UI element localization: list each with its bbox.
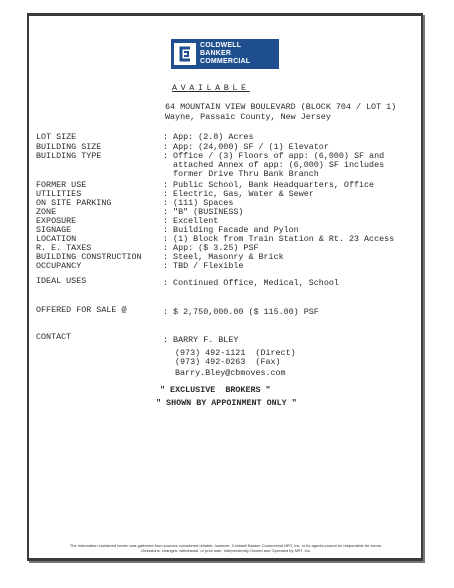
- parking-label: ON SITE PARKING: [36, 198, 112, 208]
- zone-value: : "B" (BUSINESS): [163, 207, 244, 217]
- logo-line-1: COLDWELL: [200, 42, 242, 49]
- contact-phone-fax: (973) 492-0263 (Fax): [175, 357, 281, 367]
- ideal-uses-label: IDEAL USES: [36, 276, 87, 286]
- address-line-1: 64 MOUNTAIN VIEW BOULEVARD (BLOCK 704 / LOT 1): [165, 102, 397, 112]
- offered-label: OFFERED FOR SALE @: [36, 305, 127, 315]
- exposure-value: : Excellent: [163, 216, 219, 226]
- utilities-label: UTILITIES: [36, 189, 82, 199]
- cb-logo-icon: [174, 43, 196, 65]
- taxes-label: R. E. TAXES: [36, 243, 92, 253]
- exposure-label: EXPOSURE: [36, 216, 77, 226]
- signage-label: SIGNAGE: [36, 225, 72, 235]
- zone-label: ZONE: [36, 207, 57, 217]
- logo-text: [200, 42, 250, 66]
- logo-line-2: BANKER: [200, 50, 232, 57]
- construction-value: : Steel, Masonry & Brick: [163, 252, 284, 262]
- exclusive-brokers: " EXCLUSIVE BROKERS ": [160, 385, 271, 395]
- contact-email[interactable]: Barry.Bley@cbmoves.com: [175, 368, 286, 378]
- former-use-label: FORMER USE: [36, 180, 87, 190]
- location-value: : (1) Block from Train Station & Rt. 23 Access: [163, 234, 395, 244]
- disclaimer-line-2: Omissions, changes, withdrawal, or prior sale. Independently Owned and Operated by NRT, Inc.: [140, 548, 311, 553]
- construction-label: BUILDING CONSTRUCTION: [36, 252, 142, 262]
- utilities-value: : Electric, Gas, Water & Sewer: [163, 189, 314, 199]
- lot-size-label: LOT SIZE: [36, 132, 77, 142]
- contact-label: CONTACT: [36, 332, 72, 342]
- building-type-label: BUILDING TYPE: [36, 151, 102, 161]
- logo-line-3: COMMERCIAL: [200, 58, 251, 65]
- building-size-label: BUILDING SIZE: [36, 142, 102, 152]
- parking-value: : (111) Spaces: [163, 198, 234, 208]
- disclaimer: [56, 543, 396, 553]
- contact-name: : BARRY F. BLEY: [163, 335, 239, 345]
- lot-size-value: : App: (2.8) Acres: [163, 132, 254, 142]
- offered-value: : $ 2,750,000.00 ($ 115.00) PSF: [163, 307, 319, 317]
- building-type-value-3: former Drive Thru Bank Branch: [163, 169, 319, 179]
- contact-phone-direct: (973) 492-1121 (Direct): [175, 348, 296, 358]
- location-label: LOCATION: [36, 234, 77, 244]
- ideal-uses-value: : Continued Office, Medical, School: [163, 278, 339, 288]
- shown-by-appointment: " SHOWN BY APPOINMENT ONLY ": [156, 398, 297, 408]
- address-line-2: Wayne, Passaic County, New Jersey: [165, 112, 331, 122]
- taxes-value: : App: ($ 3.25) PSF: [163, 243, 259, 253]
- building-type-value-1: : Office / (3) Floors of app: (6,000) SF and: [163, 151, 385, 161]
- signage-value: : Building Facade and Pylon: [163, 225, 299, 235]
- occupancy-label: OCCUPANCY: [36, 261, 82, 271]
- disclaimer-line-1: The information contained herein was gathered from sources considered reliable, however, Coldwell Banker Commercial NRT, Inc. or its agents cannot be responsible for errors.: [69, 543, 383, 548]
- coldwell-banker-logo: [171, 39, 279, 69]
- available-heading: AVAILABLE: [172, 83, 250, 93]
- former-use-value: : Public School, Bank Headquarters, Office: [163, 180, 375, 190]
- occupancy-value: : TBD / Flexible: [163, 261, 244, 271]
- building-size-value: : App: (24,000) SF / (1) Elevator: [163, 142, 329, 152]
- building-type-value-2: attached Annex of app: (6,000) SF includes: [163, 160, 385, 170]
